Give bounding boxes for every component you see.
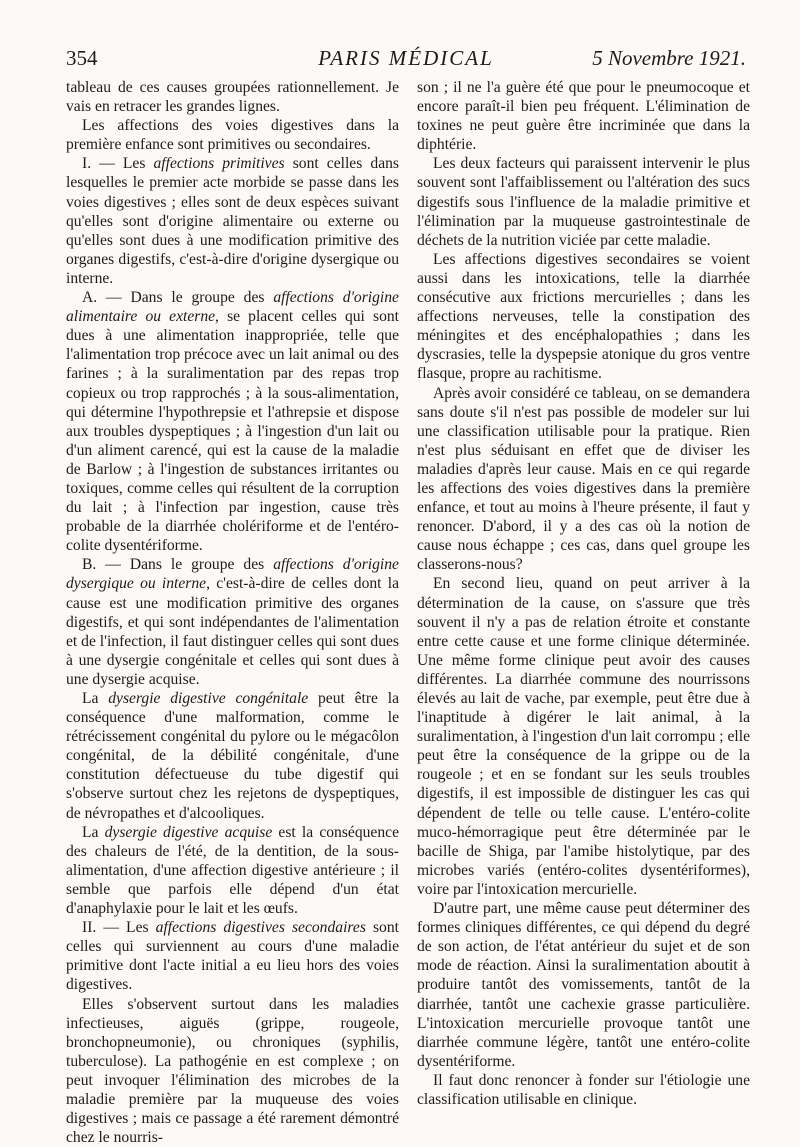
- left-column: [66, 78, 399, 1147]
- paragraph: Il faut donc renoncer à fonder sur l'étiologie une classification utilisable en clinique.: [417, 1071, 750, 1109]
- paragraph: [66, 555, 399, 689]
- emphasis: dysergie digestive acquise: [105, 824, 273, 841]
- page-number: 354: [66, 46, 98, 71]
- emphasis: affections d'origine alimentaire ou externe: [66, 289, 399, 325]
- paragraph-text: sont celles qui surviennent au cours d'une maladie primitive dont l'acte initial a eu lieu hors des voies digestives.: [66, 919, 399, 993]
- paragraph: [66, 288, 399, 555]
- emphasis: affections digestives secondaires: [156, 919, 366, 936]
- section-lead: La: [82, 690, 108, 707]
- paragraph: D'autre part, une même cause peut déterminer des formes cliniques différentes, ce qui dépend du degré de son action, de l'état antérieur du sujet et de son mode de réaction. Ainsi la suralimentation aboutit à produire tantôt des vomissements, tantôt de la diarrhée, tantôt une cachexie grasse particulière. L'intoxication mercurielle provoque tantôt une diarrhée commune légère, tantôt une entéro-colite dysentériforme.: [417, 899, 750, 1071]
- section-lead: I. — Les: [82, 155, 154, 172]
- paragraph: Elles s'observent surtout dans les maladies infectieuses, aiguës (grippe, rougeole, bronchopneumonie), ou chroniques (syphilis, tuberculose). La pathogénie en est complexe ; on peut invoquer l'élimination des microbes de la maladie première par la muqueuse des voies digestives ; mais ce passage a été rarement démontré chez le nourris-: [66, 995, 399, 1147]
- paragraph: Les affections digestives secondaires se voient aussi dans les intoxications, telle la diarrhée consécutive aux frictions mercurielles ; dans les affections nerveuses, telle la constipation des méningites et des encéphalopathies ; dans les dyscrasies, telle la dyspepsie atonique du gros ventre flasque, propre au rachitisme.: [417, 250, 750, 384]
- journal-title: PARIS MÉDICAL: [66, 46, 746, 71]
- paragraph: son ; il ne l'a guère été que pour le pneumocoque et encore paraît-il bien peu fréquent. L'élimination de toxines ne peut guère être incriminée que dans la diphtérie.: [417, 78, 750, 154]
- paragraph: [66, 689, 399, 823]
- paragraph: Après avoir considéré ce tableau, on se demandera sans doute s'il n'est pas possible de modeler sur lui une classification utilisable pour la pratique. Rien n'est plus séduisant en effet que de diviser les maladies d'après leur cause. Mais en ce qui regarde les affections des voies digestives dans la première enfance, et tout au moins à l'heure présente, il faut y renoncer. D'abord, il y a des cas où la notion de cause nous échappe ; ces cas, dans quel groupe les classerons-nous?: [417, 384, 750, 575]
- emphasis: dysergie digestive congénitale: [108, 690, 308, 707]
- paragraph: [66, 918, 399, 994]
- paragraph: [66, 823, 399, 918]
- paragraph-text: sont celles dans lesquelles le premier acte morbide se passe dans les voies digestives ; elles sont de deux espèces suivant qu'elles sont d'origine alimentaire ou externe ou qu'elles sont dues à une modification primitive des organes digestifs, c'est-à-dire d'origine dysergique ou interne.: [66, 155, 399, 287]
- paragraph-text: peut être la conséquence d'une malformation, comme le rétrécissement congénital du pylore ou le mégacôlon congénital, de la débilité congénitale, d'une constitution défectueuse du tube digestif qui s'observe surtout chez les rejetons de dyspeptiques, de névropathes et d'alcooliques.: [66, 690, 399, 822]
- paragraph: [66, 154, 399, 288]
- issue-date: 5 Novembre 1921.: [592, 46, 746, 71]
- right-column: [417, 78, 750, 1109]
- page-header: [66, 46, 746, 76]
- section-lead: B. — Dans le groupe des: [82, 556, 273, 573]
- section-lead: La: [82, 824, 105, 841]
- paragraph: tableau de ces causes groupées rationnellement. Je vais en retracer les grandes lignes.: [66, 78, 399, 116]
- emphasis: affections primitives: [154, 155, 285, 172]
- emphasis: affections d'origine dysergique ou interne: [66, 556, 399, 592]
- paragraph: En second lieu, quand on peut arriver à la détermination de la cause, on s'assure que très souvent il n'y a pas de relation étroite et constante entre cette cause et une forme clinique déterminée. Une même forme clinique peut avoir des causes différentes. La diarrhée commune des nourrissons élevés au lait de vache, par exemple, peut être due à l'inaptitude à digérer le lait animal, à la suralimentation, à l'ingestion d'un lait corrompu ; elle peut être la conséquence de la grippe ou de la rougeole ; et en se fondant sur les seuls troubles digestifs, il est impossible de distinguer les cas qui dépendent de telle ou telle cause. L'entéro-colite muco-hémorragique peut être déterminée par le bacille de Shiga, par l'amibe histolytique, par des microbes variés (entéro-colites dysentériformes), voire par l'intoxication mercurielle.: [417, 574, 750, 899]
- section-lead: II. — Les: [82, 919, 156, 936]
- paragraph-text: , se placent celles qui sont dues à une alimentation inappropriée, telle que l'alimentation trop précoce avec un lait animal ou des farines ; à la suralimentation par des repas trop copieux ou trop rapprochés ; à la sous-alimentation, qui détermine l'hypothrepsie et l'athrepsie et dispose aux troubles dyspeptiques ; à l'ingestion d'un lait ou d'un aliment carencé, qui est la cause de la maladie de Barlow ; à l'ingestion de substances irritantes ou toxiques, comme celles qui résultent de la corruption du lait ; à l'infection par ingestion, cause très probable de la diarrhée cholériforme et de l'entéro-colite dysentériforme.: [66, 308, 399, 554]
- paragraph-text: , c'est-à-dire de celles dont la cause est une modification primitive des organes digestifs, et qui sont indépendantes de l'alimentation et de l'infection, il faut distinguer celles qui sont dues à une dysergie congénitale et celles qui sont dues à une dysergie acquise.: [66, 575, 399, 687]
- paragraph: Les deux facteurs qui paraissent intervenir le plus souvent sont l'affaiblissement ou l'altération des sucs digestifs sous l'influence de la maladie primitive et l'élimination par la muqueuse gastrointestinale de déchets de la nutrition viciée par cette maladie.: [417, 154, 750, 249]
- section-lead: A. — Dans le groupe des: [82, 289, 273, 306]
- paragraph-text: est la conséquence des chaleurs de l'été, de la dentition, de la sous-alimentation, d'une affection digestive antérieure ; il semble que parfois elle dépend d'un état d'anaphylaxie pour le lait et les œufs.: [66, 824, 399, 917]
- paragraph: Les affections des voies digestives dans la première enfance sont primitives ou secondaires.: [66, 116, 399, 154]
